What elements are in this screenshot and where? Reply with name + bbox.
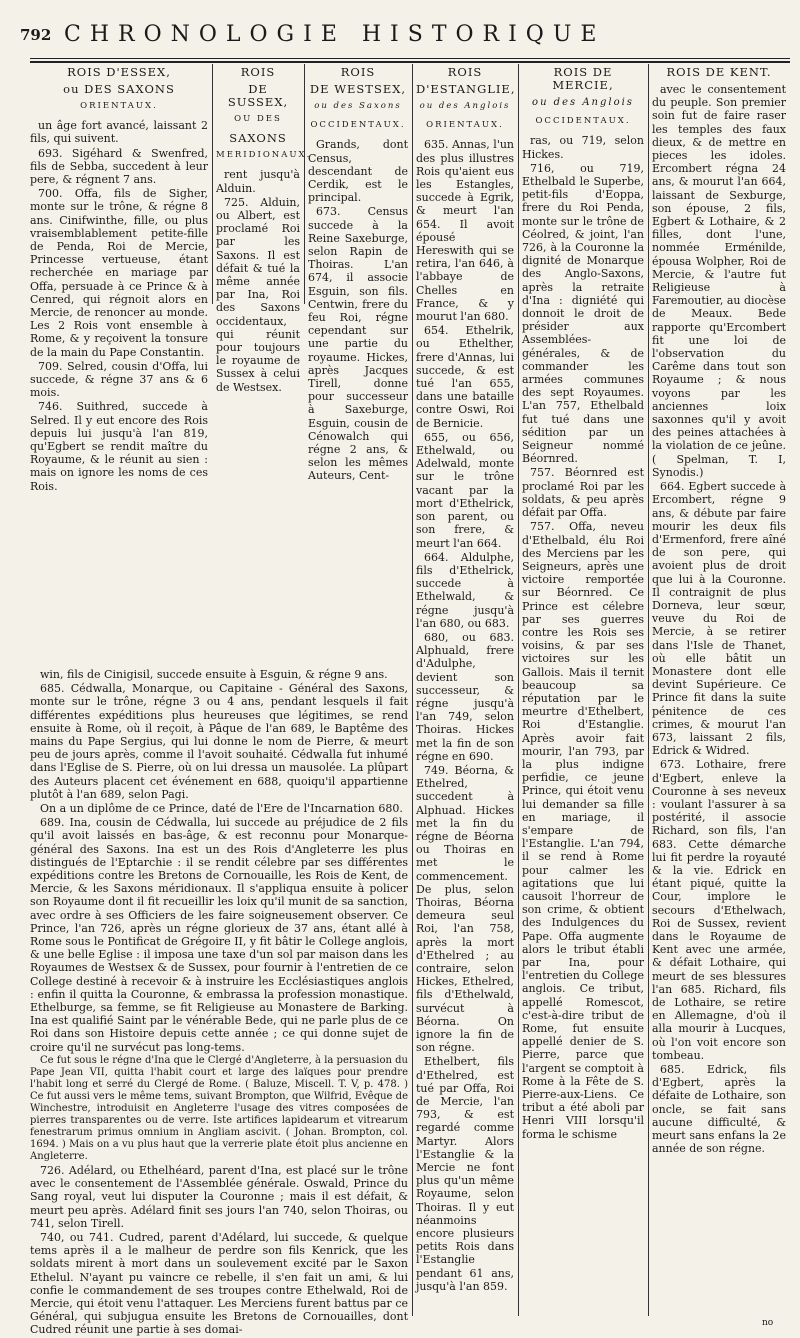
paragraph: avec le consentement du peuple. Son premier soin fut de faire raser les temples des faux dieux, & de mettre en pieces les idoles. Ercombert régna 24 ans, & mourut l'an 664, laissant de Sexburge, son épouse, 2 fils, Egbert & Lothaire, & 2 filles, dont l'une, nommée Erménilde, épousa Wolpher, Roi de Mercie, & l'autre fut Religieuse à Faremoutier, au diocèse de Meaux. Bede rapporte qu'Ercombert fit une loi de l'observation du Carême dans tout son Royaume ; & nous voyons par les anciennes loix saxonnes qu'il y avoit des peines attachées à la violation de ce jeûne. ( Spelman, T. I, Synodis.) bbox=[652, 83, 786, 479]
paragraph: 709. Selred, cousin d'Offa, lui succede, & régne 37 ans & 6 mois. bbox=[30, 359, 208, 400]
column-divider bbox=[212, 64, 213, 304]
paragraph: win, fils de Cinigisil, succede ensuite à Esguin, & régne 9 ans. bbox=[40, 668, 388, 681]
column-title: ROIS D'ESSEX, bbox=[67, 65, 171, 79]
paragraph: 689. Ina, cousin de Cédwalla, lui succede au préjudice de 2 fils qu'il avoit laissés en bas-âge, & est reconnu pour Monarque-général des Saxons. Ina est un des Rois d'Angleterre les plus distingués de l'Eptarchie : il se rendit célebre par ses différentes expéditions contre les Bretons de Cornouaille, les Rois de Kent, de Mercie, & les Saxons méridionaux. Il s'appliqua ensuite à policer son Royaume dont il fit recueillir les loix qu'il munit de sa sanction, avec ordre à ses Officiers de les faire soigneusement observer. Ce Prince, l'an 726, après un régne glorieux de 37 ans, étant allé à Rome sous le Pontificat de Grégoire II, y fit bâtir le College anglois, & une belle Eglise : il imposa une taxe d'un sol par maison dans les Royaumes de Westsex & de Sussex, pour fournir à l'entretien de ce College destiné à recevoir & à instruire les Ecclésiastiques anglois : enfin il quitta la Couronne, & embrassa la profession monastique. Ethelburge, sa femme, se fit Religieuse au Monastere de Barking. Ina est qualifié Saint par le vénérable Bede, qui ne parle plus de ce Roi dans son Histoire depuis cette année ; ce qui donne sujet de croire qu'il ne survécut pas long-tems. bbox=[30, 816, 408, 1054]
catchword: no bbox=[762, 1318, 774, 1328]
header-rule-thick bbox=[30, 61, 790, 63]
paragraph: rent jusqu'à Alduin. bbox=[216, 168, 300, 195]
column-subtitle: ORIENTAUX. bbox=[426, 120, 504, 131]
paragraph: 693. Sigéhard & Swenfred, fils de Sebba, succedent à leur pere, & régnent 7 ans. bbox=[30, 146, 208, 187]
column-divider bbox=[518, 64, 519, 1316]
column-subtitle: DE SUSSEX, bbox=[227, 82, 289, 109]
paragraph: 757. Béornred est proclamé Roi par les soldats, & peu après défait par Offa. bbox=[522, 466, 644, 520]
column-sussex bbox=[216, 65, 312, 394]
paragraph: 746. Suithred, succede à Selred. Il y eut encore des Rois depuis lui jusqu'à l'an 819, qu'Egbert se rendit maître du Royaume, & le réunit au sien : mais on ignore les noms de ces Rois. bbox=[30, 400, 208, 493]
running-title: CHRONOLOGIE HISTORIQUE bbox=[64, 22, 606, 47]
column-subtitle: ou des Anglois bbox=[419, 101, 511, 111]
paragraph: 680, ou 683. Alphuald, frere d'Adulphe, devient son successeur, & régne jusqu'à l'an 749, selon Thoiras. Hickes met la fin de son régne en 690. bbox=[416, 630, 514, 763]
column-subtitle: OCCIDENTAUX. bbox=[310, 120, 406, 131]
column-title: ROIS bbox=[340, 65, 376, 79]
column-divider bbox=[412, 64, 413, 1316]
column-subtitle: OCCIDENTAUX. bbox=[535, 116, 631, 127]
paragraph: 664. Aldulphe, fils d'Ethelrick, succede à Ethelwald, & régne jusqu'à l'an 680, ou 683. bbox=[416, 550, 514, 630]
paragraph: 757. Offa, neveu d'Ethelbald, élu Roi des Merciens par les Seigneurs, après une victoire remportée sur Béornred. Ce Prince est célebre par ses guerres contre les Rois ses voisins, & par ses victoires sur les Gallois. Mais il ternit beaucoup sa réputation par le meurtre d'Ethelbert, Roi d'Estanglie. Après avoir fait mourir, l'an 793, par la plus indigne perfidie, ce jeune Prince, qui étoit venu lui demander sa fille en mariage, il s'empare de l'Estanglie. L'an 794, il se rend à Rome pour calmer les agitations que lui causoit l'horreur de son crime, & obtient des Indulgences du Pape. Offa augmente alors le tribut établi par Ina, pour l'entretien du College anglois. Ce tribut, appellé Romescot, c'est-à-dire tribut de Rome, fut ensuite appellé denier de S. Pierre, parce que l'argent se comptoit à Rome à la Fête de S. Pierre-aux-Liens. Ce tribut a été aboli par Henri VIII lorsqu'il forma le schisme bbox=[522, 520, 644, 1141]
paragraph: 654. Ethelrik, ou Ethelther, frere d'Annas, lui succede, & est tué l'an 655, dans une bataille contre Oswi, Roi de Bernicie. bbox=[416, 324, 514, 430]
paragraph: 685. Cédwalla, Monarque, ou Capitaine - Général des Saxons, monte sur le trône, régne 3 ou 4 ans, pendant lesquels il fait différentes expéditions plus heureuses que légitimes, se rend ensuite à Rome, où il reçoit, à Pâque de l'an 689, le Baptême des mains du Pape Sergius, qui lui donne le nom de Pierre, & meurt peu de jours après, comme il l'avoit souhaité. Cédwalla fut inhumé dans l'Eglise de S. Pierre, où on lui dressa un mausolée. La plûpart des Auteurs placent cet événement en 688, quoiqu'il appartienne plutôt à l'an 689, selon Pagi. bbox=[30, 682, 408, 801]
page-header bbox=[18, 12, 788, 56]
paragraph: 673. Lothaire, frere d'Egbert, enleve la Couronne à ses neveux : voulant l'assurer à sa postérité, il associe Richard, son fils, l'an 683. Cette démarche lui fit perdre la royauté & la vie. Edrick en étant piqué, quitte la Cour, implore le secours d'Ethelwach, Roi de Sussex, revient dans le Royaume de Kent avec une armée, & défait Lothaire, qui meurt de ses blessures l'an 685. Richard, fils de Lothaire, se retire en Allemagne, d'où il alla mourir à Lucques, où l'on voit encore son tombeau. bbox=[652, 758, 786, 1062]
paragraph: 725. Alduin, ou Albert, est proclamé Roi par les Saxons. Il est défait & tué la même année par Ina, Roi des Saxons occidentaux, qui réunit pour toujours le royaume de Sussex à celui de Westsex. bbox=[216, 195, 300, 394]
wide-text-block bbox=[30, 668, 408, 1337]
paragraph: 635. Annas, l'un des plus illustres Rois qu'aient eus les Estangles, succede à Egrik, & meurt l'an 654. Il avoit épousé Hereswith qui se retira, l'an 646, à l'abbaye de Chelles en France, & y mourut l'an 680. bbox=[416, 138, 515, 324]
page-number: 792 bbox=[20, 26, 52, 44]
paragraph: 664. Egbert succede à Ercombert, régne 9 ans, & débute par faire mourir les deux fils d'Ermenford, frere aîné de son pere, qui avoient plus de droit que lui à la Couronne. Il contraignit de plus Dorneva, leur sœur, veuve du Roi de Mercie, à se retirer dans l'Isle de Thanet, où elle bâtit un Monastere dont elle devint Supérieure. Ce Prince fit dans la suite pénitence de ces crimes, & mourut l'an 673, laissant 2 fils, Edrick & Widred. bbox=[652, 480, 786, 758]
column-title: ROIS bbox=[447, 65, 483, 79]
paragraph: ras, ou 719, selon Hickes. bbox=[522, 134, 644, 161]
paragraph: 700. Offa, fils de Sigher, monte sur le trône, & régne 8 ans. Cinifwinthe, fille, ou plus vraisemblablement petite-fille de Penda, Roi de Mercie, Princesse vertueuse, étant recherchée en mariage par Offa, persuade à ce Prince & à Cenred, qui régnoit alors en Mercie, de renoncer au monde. Les 2 Rois vont ensemble à Rome, & y reçoivent la tonsure de la main du Pape Constantin. bbox=[30, 187, 208, 359]
column-subtitle: ORIENTAUX. bbox=[80, 101, 158, 111]
column-divider bbox=[304, 64, 305, 304]
paragraph: 726. Adélard, ou Ethelhéard, parent d'Ina, est placé sur le trône avec le consentement de l'Assemblée générale. Oswald, Prince du Sang royal, veut lui disputer la Couronne ; mais il est défait, & meurt peu après. Adélard finit ses jours l'an 740, selon Thoiras, ou 741, selon Tirell. bbox=[30, 1163, 408, 1230]
column-essex bbox=[30, 66, 208, 666]
header-rule bbox=[30, 58, 790, 59]
column-subtitle: ou des Saxons bbox=[314, 101, 402, 111]
paragraph: On a un diplôme de ce Prince, daté de l'Ere de l'Incarnation 680. bbox=[40, 802, 403, 816]
column-subtitle: ou des Anglois bbox=[532, 97, 634, 108]
paragraph: 673. Census succede à la Reine Saxeburge, selon Rapin de Thoiras. L'an 674, il associe Esguin, son fils. Centwin, frere du feu Roi, régne cependant sur une partie du royaume. Hickes, après Jacques Tirell, donne pour successeur à Saxeburge, Esguin, cousin de Cénowalch qui régne 2 ans, & selon les mêmes Auteurs, Cent- bbox=[308, 205, 408, 483]
footnote: Ce fut sous le régne d'Ina que le Clergé d'Angleterre, à la persuasion du Pape Jean VII, quitta l'habit court et large des laïques pour prendre l'habit long et serré du Clergé de Rome. ( Baluze, Miscell. T. V, p. 478. ) Ce fut aussi vers le même tems, suivant Brompton, que Wilfrid, Evêque de Winchestre, introduisit en Angleterre l'usage des vitres composées de pierres transparentes ou de verre. Iste artifices lapidearum et vitrearum fenestrarum primus omnium in Angliam ascivit. ( Johan. Brompton, col. 1694. ) Mais on a vu plus haut que la verrerie plate étoit plus ancienne en Angleterre. bbox=[30, 1054, 408, 1162]
paragraph: Ethelbert, fils d'Ethelred, est tué par Offa, Roi de Mercie, l'an 793, & est regardé comme Martyr. Alors l'Estanglie & la Mercie ne font plus qu'un même Royaume, selon Thoiras. Il y eut néanmoins encore plusieurs petits Rois dans l'Estanglie pendant 61 ans, jusqu'à l'an 859. bbox=[416, 1055, 514, 1293]
column-subtitle: D'ESTANGLIE, bbox=[416, 82, 516, 96]
column-estanglie bbox=[416, 66, 514, 1316]
column-subtitle: DE WESTSEX, bbox=[309, 82, 407, 96]
column-subtitle: OU DES bbox=[234, 114, 282, 124]
paragraph: 749. Béorna, & Ethelred, succedent à Alphuad. Hickes met la fin du régne de Béorna ou Thoiras en met le commencement. De plus, selon Thoiras, Béorna demeura seul Roi, l'an 758, après la mort d'Ethelred ; au contraire, selon Hickes, Ethelred, fils d'Ethelwald, survécut à Béorna. On ignore la fin de son régne. bbox=[416, 763, 514, 1055]
paragraph: Grands, dont Census, descendant de Cerdik, est le principal. bbox=[308, 138, 408, 205]
column-divider bbox=[648, 64, 649, 1316]
column-subtitle: MERIDIONAUX. bbox=[216, 150, 312, 161]
paragraph: 716, ou 719, Ethelbald le Superbe, petit-fils d'Eoppa, frere du Roi Penda, monte sur le trône de Céolred, & joint, l'an 726, à la Couronne la dignité de Monarque des Anglo-Saxons, après la retraite d'Ina : digniété qui donnoit le droit de présider aux Assemblées-générales, & de commander les armées communes des sept Royaumes. L'an 757, Ethelbald fut tué dans une sédition par un Seigneur nommé Béornred. bbox=[522, 161, 644, 466]
paragraph: 685. Edrick, fils d'Egbert, après la défaite de Lothaire, son oncle, se fait sans aucune difficulté, & meurt sans enfans la 2e année de son régne. bbox=[652, 1063, 786, 1156]
column-title: ROIS DE MERCIE, bbox=[552, 65, 614, 92]
column-westsex bbox=[308, 66, 408, 664]
paragraph: 740, ou 741. Cudred, parent d'Adélard, lui succede, & quelque tems après il a le malheur de perdre son fils Kenrick, que les soldats mirent à mort dans un soulevement excité par le Saxon Ethelul. N'ayant pu vaincre ce rebelle, il s'en fait un ami, & lui confie le commandement de ses troupes contre Ethelwald, Roi de Mercie, qui étoit venu l'attaquer. Les Merciens furent battus par ce Général, qui subjugua ensuite les Bretons de Cornouailles, dont Cudred réunit une partie à ses domai- bbox=[30, 1230, 408, 1337]
column-title: ROIS bbox=[240, 65, 276, 79]
column-subtitle: ou DES SAXONS bbox=[63, 82, 175, 96]
column-mercie bbox=[522, 66, 644, 1316]
paragraph: un âge fort avancé, laissant 2 fils, qui suivent. bbox=[30, 119, 208, 146]
column-kent bbox=[652, 66, 786, 1316]
column-title: ROIS DE KENT. bbox=[666, 65, 772, 79]
column-subtitle: SAXONS bbox=[229, 131, 287, 146]
paragraph: 655, ou 656, Ethelwald, ou Adelwald, monte sur le trône vacant par la mort d'Ethelrick, son parent, ou son frere, & meurt l'an 664. bbox=[416, 430, 514, 550]
